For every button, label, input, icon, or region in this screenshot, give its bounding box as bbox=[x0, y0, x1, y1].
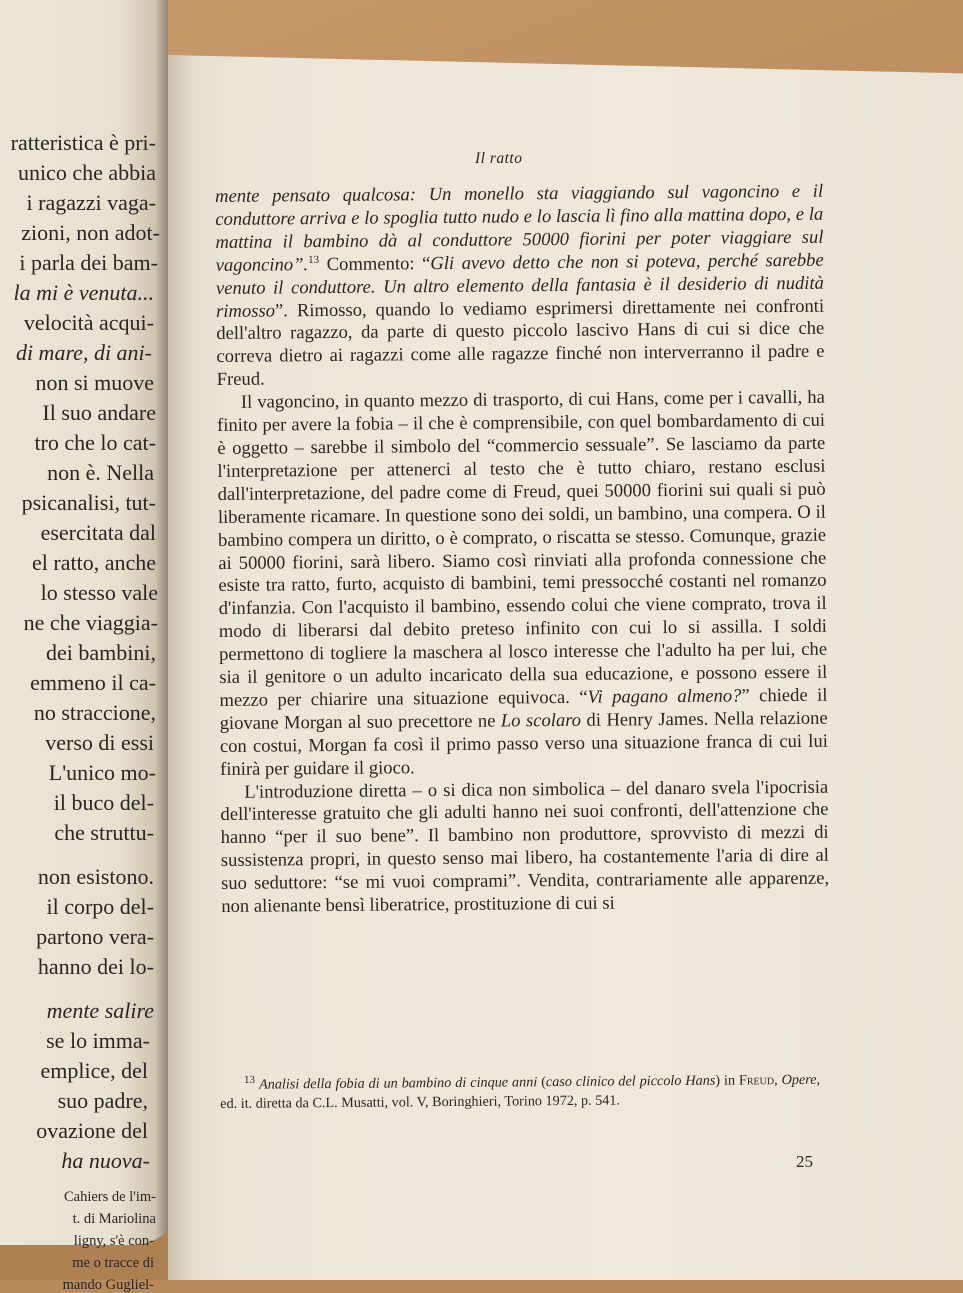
left-page-line: Cahiers de l'im- bbox=[63, 1189, 156, 1205]
italic-quote: Gli avevo detto che non si poteva, perché sarebbe venuto il conduttore. Un altro elemento della fantasia è il desiderio di nudità rimosso bbox=[215, 249, 824, 322]
text-run: ”. Rimosso, quando lo vediamo esprimersi direttamente nei confronti dell'altro ragazzo, da parte di questo piccolo lascivo Hans di cui si dice che correva dietro ai ragazzi come alle ragazze finché non interverranno il padre e Freud. bbox=[216, 295, 825, 391]
left-page-line: il buco del- bbox=[53, 790, 154, 815]
left-page-line: el ratto, anche bbox=[32, 550, 156, 575]
left-page-line: che struttu- bbox=[54, 820, 154, 845]
left-page-line: ratteristica è pri- bbox=[10, 130, 156, 155]
text-run: ” chiede il giovane Morgan al suo precettore ne bbox=[219, 684, 828, 734]
body-text bbox=[215, 181, 829, 919]
left-page-line: tro che lo cat- bbox=[34, 430, 156, 455]
left-page-line: di mare, di ani- bbox=[15, 340, 152, 365]
text-run: Il vagoncino, in quanto mezzo di trasporto, di cui Hans, come per i cavalli, ha finito per avere la fobia – il che è comprensibile, con quel bombardamento di cui è oggetto – sarebbe il simbolo del “commercio sessuale”. Se lasciamo da parte l'interpretazione per attenerci al testo che è tutto chiaro, restano esclusi dall'interpretazione, del padre come di Freud, quei 50000 fiorini sui quali si può liberamente ricamare. In questione sono dei soldi, un bambino, una compera. O il bambino compera un diritto, o è comprato, o riscatta se stesso. Comunque, grazie ai 50000 fiorini, sarà libero. Siamo così rinviati alla profonda connessione che esiste tra ratto, furto, acquisto di bambini, temi pressocché costanti nel romanzo d'infanzia. Con l'acquisto il bambino, essendo colui che viene comprato, trova il modo di liberarsi dal debito preteso infinito con cui lo si assilla. I soldi permettono di togliere la maschera al losco interesse che l'adulto ha per lui, che sia il genitore o un adulto incaricato della sua educazione, e possono essere il mezzo per chiarire una situazione equivoca. “ bbox=[216, 386, 828, 711]
left-page bbox=[0, 0, 168, 1293]
footnote bbox=[220, 1071, 820, 1114]
left-page-line: zioni, non adot- bbox=[21, 220, 160, 245]
footnote-title: Analisi della fobia di un bambino di cinque anni bbox=[258, 1074, 538, 1093]
left-page-line: non esistono. bbox=[37, 864, 154, 889]
italic-quote: Vi pagano almeno? bbox=[587, 685, 742, 708]
left-page-line: esercitata dal bbox=[40, 520, 156, 545]
left-page-line: partono vera- bbox=[36, 924, 154, 949]
left-page-line: no straccione, bbox=[33, 700, 156, 725]
left-page-line: ligny, s'è con- bbox=[73, 1233, 154, 1249]
italic-quote: mente pensato qualcosa: Un monello sta viaggiando sul vagoncino e il conduttore arriva e lo spoglia tutto nudo e lo lascia lì fino alla mattina dopo, e la mattina il bambino dà al conduttore 50000 fiorini per poter viaggiare sul vagoncino”. bbox=[215, 180, 824, 276]
paragraph-3 bbox=[220, 776, 829, 919]
left-page-line: emplice, del bbox=[40, 1058, 148, 1083]
left-page-line: ne che viaggia- bbox=[23, 610, 158, 635]
left-page-line: se lo imma- bbox=[46, 1028, 150, 1053]
left-page-line: ovazione del bbox=[36, 1118, 148, 1143]
left-page-line: dei bambini, bbox=[46, 640, 156, 665]
paragraph-2 bbox=[217, 387, 828, 782]
left-page-line: emmeno il ca- bbox=[30, 670, 156, 695]
footnote-subtitle: caso clinico del piccolo Hans bbox=[545, 1072, 716, 1091]
text-run: Commento: “ bbox=[319, 252, 431, 275]
footnote-number: 13 bbox=[243, 1073, 256, 1087]
left-page-line: non è. Nella bbox=[47, 460, 154, 485]
left-page-line: ha nuova- bbox=[61, 1148, 150, 1173]
left-page-line: suo padre, bbox=[57, 1088, 148, 1113]
left-page-line: me o tracce di bbox=[72, 1255, 154, 1271]
book-title: Lo scolaro bbox=[500, 709, 582, 732]
left-page-line: mente salire bbox=[46, 998, 154, 1023]
left-page-line: i parla dei bam- bbox=[19, 250, 158, 275]
left-page-line: verso di essi bbox=[45, 730, 154, 755]
left-page-line: t. di Mariolina bbox=[72, 1211, 156, 1227]
footnote-work: Opere bbox=[781, 1071, 817, 1089]
left-page-line: il corpo del- bbox=[46, 894, 154, 919]
text-run: di Henry James. Nella relazione con costui, Morgan fa così il primo passo verso una situazione franca di cui lui finirà per guidare il gioco. bbox=[219, 707, 828, 780]
left-page-line: Il suo andare bbox=[42, 400, 156, 425]
left-page-line: non si muove bbox=[35, 370, 154, 395]
left-page-line: mando Gugliel- bbox=[62, 1277, 154, 1293]
text-run: , bbox=[774, 1072, 782, 1089]
left-page-line: la mi è venuta... bbox=[13, 280, 154, 305]
text-run: ( bbox=[537, 1074, 546, 1091]
footnote-reference: 13 bbox=[308, 253, 320, 266]
left-page-line: lo stesso vale bbox=[40, 580, 158, 605]
text-run: , ed. it. diretta da C.L. Musatti, vol. V, Boringhieri, Torino 1972, p. 541. bbox=[220, 1071, 821, 1112]
left-page-line: hanno dei lo- bbox=[37, 954, 154, 979]
text-run: L'introduzione diretta – o si dica non simbolica – del danaro svela l'ipocrisia dell'interesse gratuito che gli adulti hanno nei suoi confronti, dell'attenzione che hanno “per il suo bene”. Il bambino non produttore, sprovvisto di mezzi di sussistenza propri, in questo senso mai libero, ha costantemente l'aria di dire al suo seduttore: “se mi vuoi comprami”. Vendita, contrariamente alle apparenze, non alienante bensì liberatrice, prostituzione di cui si bbox=[220, 776, 830, 918]
left-page-line: L'unico mo- bbox=[48, 760, 156, 785]
footnote-author: Freud bbox=[738, 1072, 775, 1089]
paragraph-1 bbox=[215, 181, 825, 392]
left-page-line: unico che abbia bbox=[17, 160, 156, 185]
page-number: 25 bbox=[796, 1152, 813, 1171]
running-head: Il ratto bbox=[475, 150, 523, 167]
text-run: ) in bbox=[715, 1072, 740, 1089]
left-page-line: velocità acqui- bbox=[23, 310, 154, 335]
left-page-line: psicanalisi, tut- bbox=[21, 490, 156, 515]
left-page-line: i ragazzi vaga- bbox=[26, 190, 156, 215]
